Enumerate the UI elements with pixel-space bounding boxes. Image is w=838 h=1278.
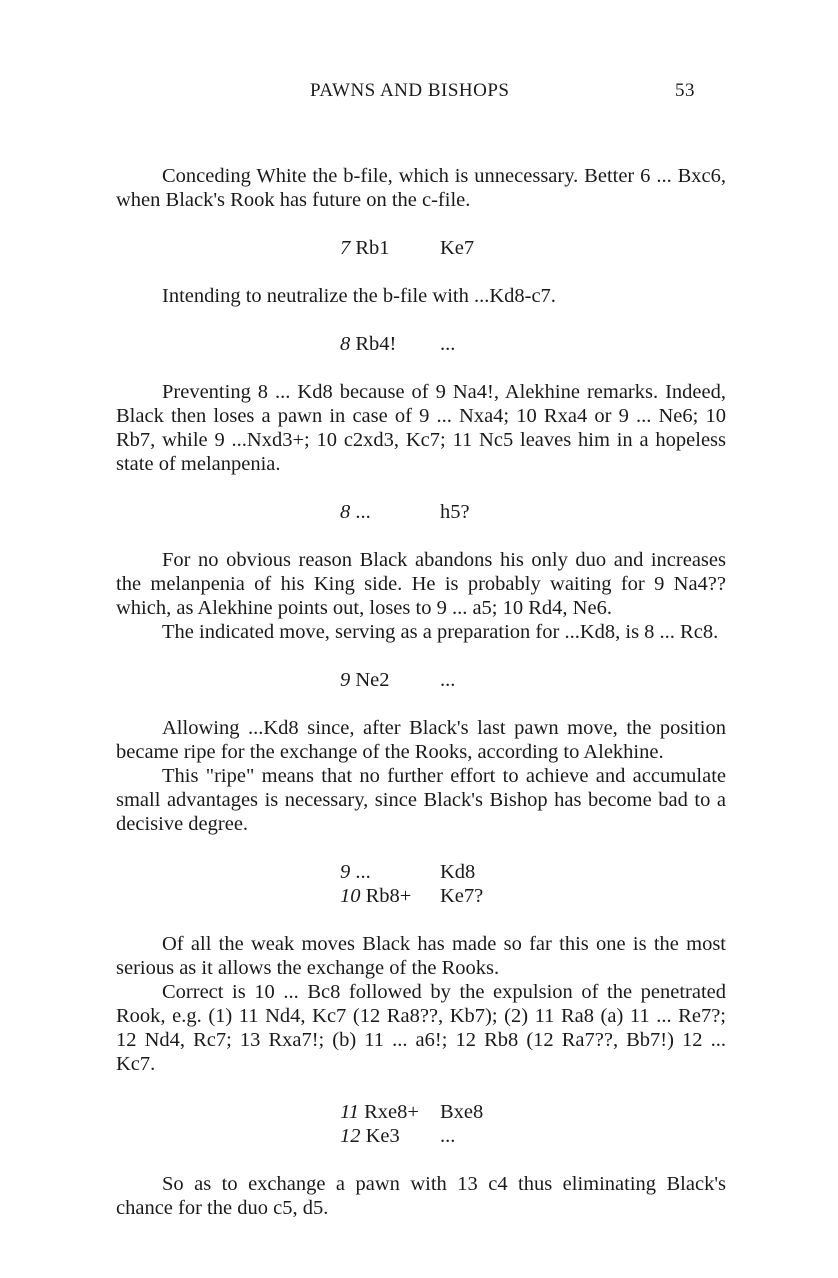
black-move: Ke7 bbox=[440, 237, 475, 259]
white-move: Rb1 bbox=[355, 237, 390, 259]
move-number: 10 bbox=[340, 885, 361, 907]
move-number: 8 bbox=[340, 333, 351, 355]
page-body bbox=[116, 164, 726, 1220]
move-block bbox=[340, 668, 726, 692]
move-row bbox=[340, 236, 726, 260]
black-move: ... bbox=[440, 669, 456, 691]
move-row bbox=[340, 332, 726, 356]
black-move: Kd8 bbox=[440, 861, 476, 883]
white-move: Rxe8+ bbox=[364, 1101, 419, 1123]
move-block bbox=[340, 236, 726, 260]
paragraph: This "ripe" means that no further effort to achieve and accumulate small advantages is necessary, since Black's Bishop has become bad to a decisive degree. bbox=[116, 765, 726, 835]
paragraph: Of all the weak moves Black has made so far this one is the most serious as it allows the exchange of the Rooks. bbox=[116, 933, 726, 979]
move-block bbox=[340, 332, 726, 356]
paragraph: The indicated move, serving as a preparation for ...Kd8, is 8 ... Rc8. bbox=[162, 621, 719, 643]
black-move: h5? bbox=[440, 501, 470, 523]
paragraph: Conceding White the b-file, which is unnecessary. Better 6 ... Bxc6, when Black's Rook has future on the c-file. bbox=[116, 165, 726, 211]
black-move: ... bbox=[440, 333, 456, 355]
move-number: 8 bbox=[340, 501, 351, 523]
paragraph: Intending to neutralize the b-file with ...Kd8-c7. bbox=[162, 285, 556, 307]
paragraph: For no obvious reason Black abandons his only duo and increases the melanpenia of his King side. He is probably waiting for 9 Na4?? which, as Alekhine points out, loses to 9 ... a5; 10 Rd4, Ne6. bbox=[116, 549, 726, 619]
move-number: 7 bbox=[340, 237, 351, 259]
running-title: PAWNS AND BISHOPS bbox=[310, 80, 510, 101]
black-move: Ke7? bbox=[440, 885, 484, 907]
white-move: Rb8+ bbox=[365, 885, 412, 907]
white-move: ... bbox=[355, 861, 371, 883]
move-row bbox=[340, 1100, 726, 1124]
black-move: Bxe8 bbox=[440, 1101, 484, 1123]
white-move: Rb4! bbox=[355, 333, 397, 355]
move-number: 11 bbox=[340, 1101, 359, 1123]
white-move: Ke3 bbox=[365, 1125, 400, 1147]
move-row bbox=[340, 500, 726, 524]
page-header bbox=[0, 80, 838, 108]
paragraph: Preventing 8 ... Kd8 because of 9 Na4!, Alekhine remarks. Indeed, Black then loses a pawn in case of 9 ... Nxa4; 10 Rxa4 or 9 ... Ne6; 10 Rb7, while 9 ...Nxd3+; 10 c2xd3, Kc7; 11 Nc5 leaves him in a hopeless state of melanpenia. bbox=[116, 381, 726, 475]
move-block bbox=[340, 1100, 726, 1148]
move-block bbox=[340, 500, 726, 524]
move-row bbox=[340, 884, 726, 908]
page-number: 53 bbox=[675, 80, 695, 101]
move-number: 9 bbox=[340, 861, 351, 883]
paragraph: So as to exchange a pawn with 13 c4 thus eliminating Black's chance for the duo c5, d5. bbox=[116, 1173, 726, 1219]
white-move: ... bbox=[355, 501, 371, 523]
move-row bbox=[340, 668, 726, 692]
paragraph: Correct is 10 ... Bc8 followed by the expulsion of the penetrated Rook, e.g. (1) 11 Nd4, Kc7 (12 Ra8??, Kb7); (2) 11 Ra8 (a) 11 ... Re7?; 12 Nd4, Rc7; 13 Rxa7!; (b) 11 ... a6!; 12 Rb8 (12 Ra7??, Bb7!) 12 ... Kc7. bbox=[116, 981, 726, 1075]
black-move: ... bbox=[440, 1125, 456, 1147]
move-row bbox=[340, 1124, 726, 1148]
move-block bbox=[340, 860, 726, 908]
white-move: Ne2 bbox=[355, 669, 390, 691]
move-number: 12 bbox=[340, 1125, 361, 1147]
paragraph: Allowing ...Kd8 since, after Black's last pawn move, the position became ripe for the exchange of the Rooks, according to Alekhine. bbox=[116, 717, 726, 763]
move-number: 9 bbox=[340, 669, 351, 691]
move-row bbox=[340, 860, 726, 884]
